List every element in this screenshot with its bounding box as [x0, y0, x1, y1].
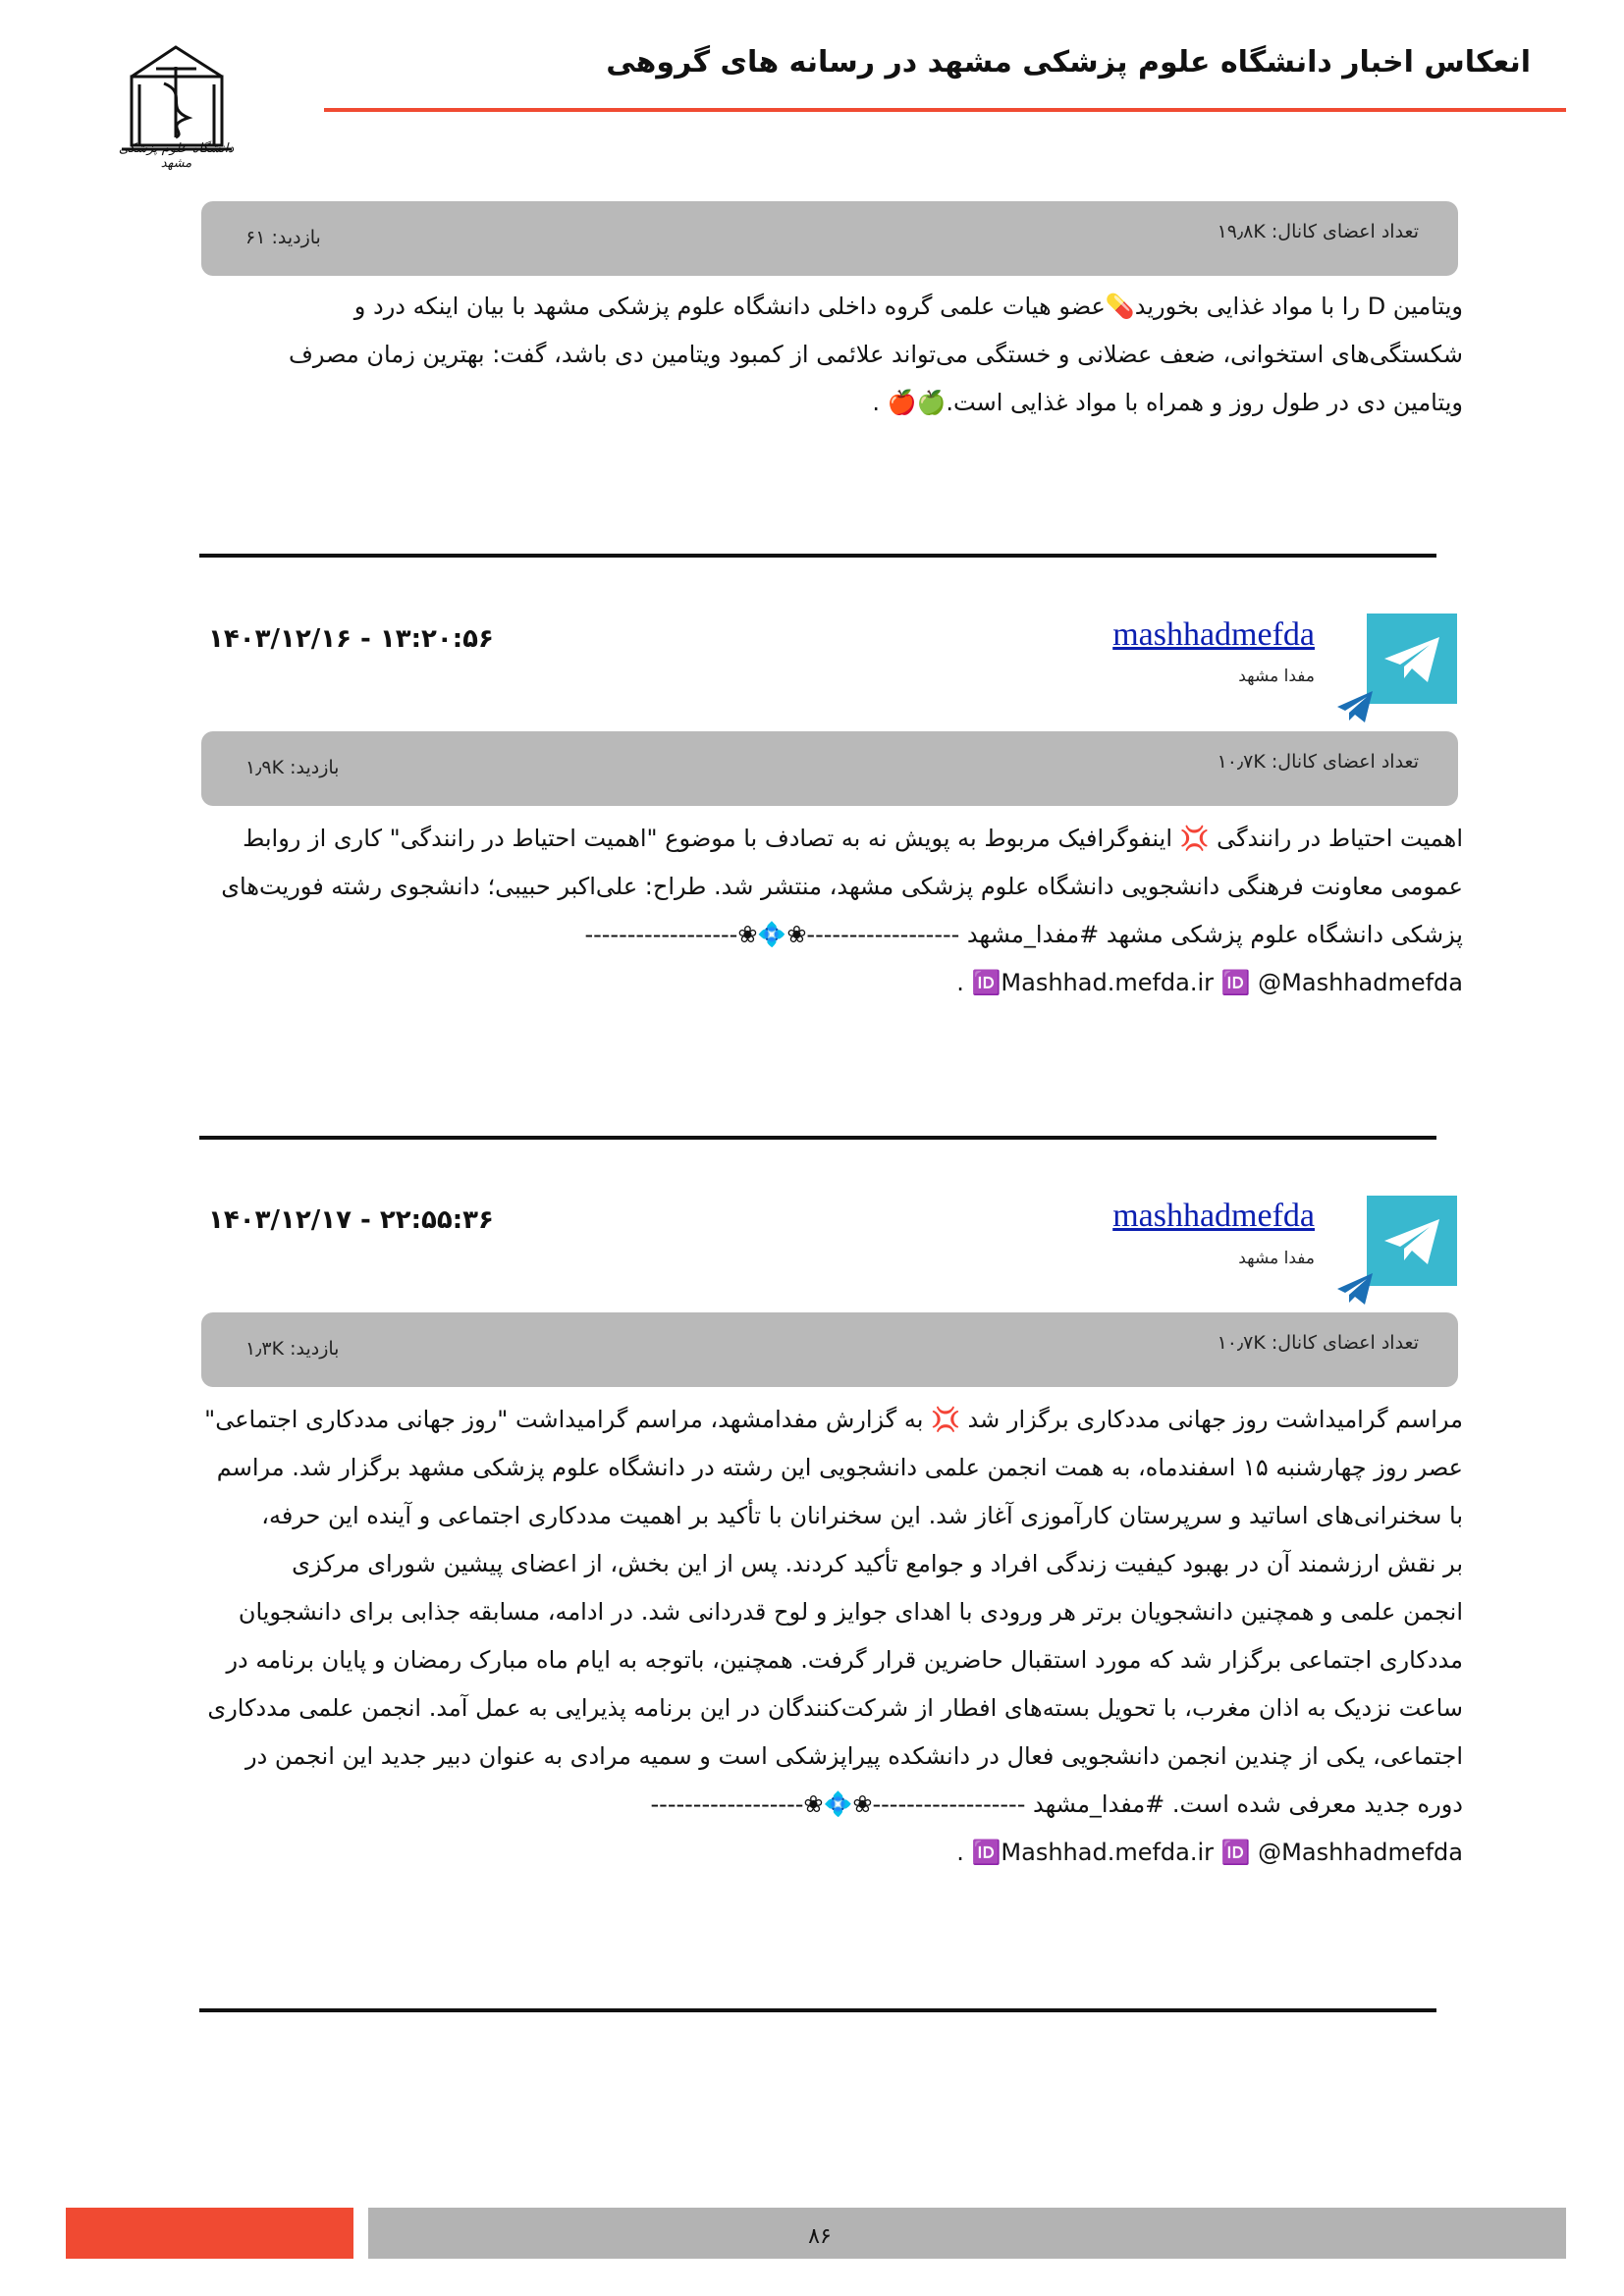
stats-bar — [201, 731, 1458, 806]
channel-link[interactable]: mashhadmefda — [1112, 1198, 1315, 1234]
channel-name: مفدا مشهد — [1238, 1249, 1315, 1268]
channel-members-count: تعداد اعضای کانال: ۱۹٫۸K — [1217, 221, 1419, 242]
post-line: 🆔Mashhad.mefda.ir 🆔 @Mashhadmefda . — [956, 1839, 1463, 1866]
telegram-plane-icon — [1367, 614, 1457, 704]
channel-name: مفدا مشهد — [1238, 667, 1315, 686]
footer-bar — [368, 2208, 1566, 2259]
channel-members-count: تعداد اعضای کانال: ۱۰٫۷K — [1217, 1332, 1419, 1354]
post-line: پزشکی دانشگاه علوم پزشکی مشهد #مفدا_مشهد ------------------❀💠❀------------------ — [584, 921, 1463, 948]
telegram-icon — [1335, 689, 1375, 724]
footer-accent-bar — [66, 2208, 353, 2259]
logo-caption: دانشگاه علوم پزشکی مشهد — [118, 141, 235, 171]
telegram-icon — [1335, 1271, 1375, 1307]
header-divider — [324, 108, 1566, 112]
view-count: بازدید: ۱٫۹K — [245, 757, 340, 778]
page-number: ۸۶ — [808, 2224, 832, 2249]
post-divider — [199, 554, 1436, 558]
post-line: ساعت نزدیک به اذان مغرب، با تحویل بسته‌های افطار از شرکت‌کنندگان در این برنامه پذیرایی به عمل آمد. انجمن علمی مددکاری — [207, 1694, 1463, 1722]
post-line: مراسم گرامیداشت روز جهانی مددکاری برگزار شد 💢 به گزارش مفدامشهد، مراسم گرامیداشت "روز جهانی مددکاری اجتماعی" — [204, 1406, 1463, 1433]
channel-link[interactable]: mashhadmefda — [1112, 616, 1315, 653]
channel-members-count: تعداد اعضای کانال: ۱۰٫۷K — [1217, 751, 1419, 773]
stats-bar — [201, 1312, 1458, 1387]
view-count: بازدید: ۱٫۳K — [245, 1338, 340, 1360]
stats-bar — [201, 201, 1458, 276]
post-body — [201, 283, 1463, 427]
post-line: مددکاری اجتماعی برگزار شد که مورد استقبال حاضرین قرار گرفت. همچنین، باتوجه به ایام ماه مبارک رمضان و پایان برنامه در — [226, 1646, 1463, 1674]
post-divider — [199, 1136, 1436, 1140]
channel-avatar[interactable] — [1367, 614, 1457, 704]
post-date: ۱۴۰۳/۱۲/۱۶ - ۱۳:۲۰:۵۶ — [208, 624, 494, 654]
post-line: اجتماعی، یکی از چندین انجمن دانشجویی فعال در دانشکده پیراپزشکی است و سمیه مرادی به عنوان دبیر جدید این انجمن در — [245, 1742, 1463, 1770]
post-line: عصر روز چهارشنبه ۱۵ اسفندماه، به همت انجمن علمی دانشجویی این رشته در دانشگاه علوم پزشکی مشهد برگزار شد. مراسم — [216, 1454, 1463, 1481]
channel-avatar[interactable] — [1367, 1196, 1457, 1286]
post-line: انجمن علمی و همچنین دانشجویان برتر هر ورودی با اهدای جوایز و لوح قدردانی شد. در ادامه، مسابقه جذابی برای دانشجویان — [238, 1598, 1463, 1626]
post-body — [201, 1396, 1463, 1877]
post-line: عمومی معاونت فرهنگی دانشجویی دانشگاه علوم پزشکی مشهد، منتشر شد. طراح: علی‌اکبر حبیبی؛ دانشجوی رشته فوریت‌های — [221, 873, 1463, 900]
post-line: 🆔Mashhad.mefda.ir 🆔 @Mashhadmefda . — [956, 969, 1463, 996]
post-date: ۱۴۰۳/۱۲/۱۷ - ۲۲:۵۵:۳۶ — [208, 1205, 494, 1235]
telegram-plane-icon — [1367, 1196, 1457, 1286]
post-line: با سخنرانی‌های اساتید و سرپرستان کارآموزی آغاز شد. این سخنرانان با تأکید بر اهمیت مددکاری اجتماعی و آینده این حرفه، — [261, 1502, 1463, 1529]
post-body — [201, 815, 1463, 1007]
post-line: اهمیت احتیاط در رانندگی 💢 اینفوگرافیک مربوط به پویش نه به تصادف با موضوع "اهمیت احتیاط در رانندگی" کاری از روابط — [243, 825, 1463, 852]
post-line: ویتامین دی در طول روز و همراه با مواد غذایی است.🍏🍎 . — [872, 389, 1463, 416]
post-line: دوره جدید معرفی شده است. #مفدا_مشهد ------------------❀💠❀------------------ — [650, 1790, 1463, 1818]
post-divider — [199, 2008, 1436, 2012]
view-count: بازدید: ۶۱ — [245, 227, 321, 248]
post-line: شکستگی‌های استخوانی، ضعف عضلانی و خستگی می‌تواند علائمی از کمبود ویتامین دی باشد، گفت: بهترین زمان مصرف — [288, 341, 1463, 368]
page-title: انعکاس اخبار دانشگاه علوم پزشکی مشهد در رسانه های گروهی — [606, 45, 1531, 80]
post-line: ویتامین D را با مواد غذایی بخورید💊عضو هیات علمی گروه داخلی دانشگاه علوم پزشکی مشهد با بیان اینکه درد و — [353, 293, 1463, 320]
post-line: بر نقش ارزشمند آن در بهبود کیفیت زندگی افراد و جوامع تأکید کردند. پس از این بخش، از اعضای پیشین شورای مرکزی — [292, 1550, 1463, 1577]
